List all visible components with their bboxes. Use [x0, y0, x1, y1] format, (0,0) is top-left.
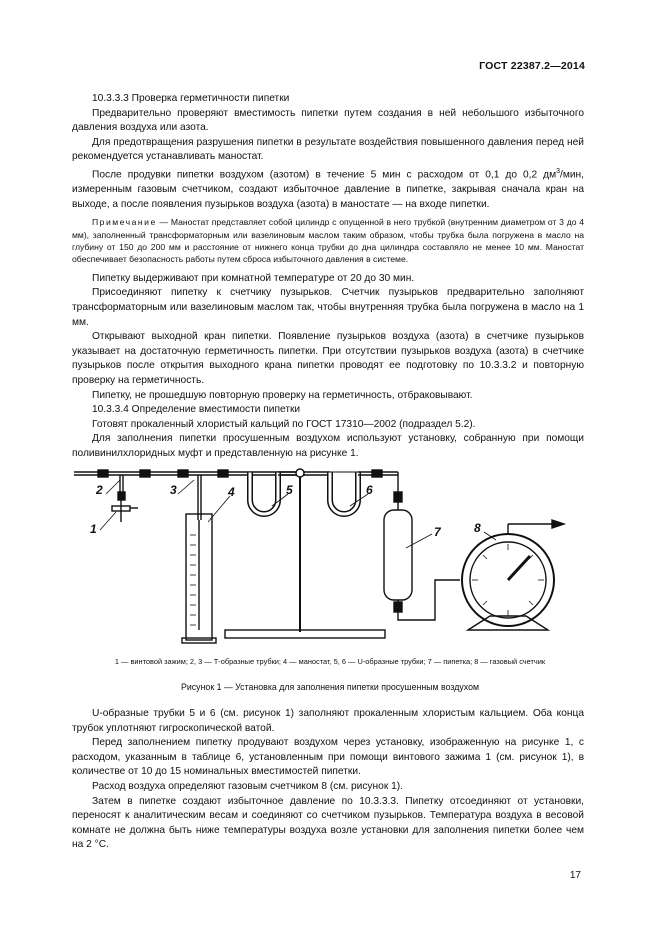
- figure-label-4: 4: [228, 485, 235, 499]
- coupling: [118, 492, 125, 500]
- u-tube-5: [250, 472, 278, 514]
- leader-line-4: [208, 496, 230, 522]
- paragraph: Предварительно проверяют вместимость пипетки путем создания в ней небольшого избыточного давления воздуха или азота.: [72, 107, 584, 134]
- paragraph: Открывают выходной кран пипетки. Появление пузырьков воздуха (азота) в счетчике пузырьков указывает на достаточную герметичность пипетки. При отсутствии пузырьков воздуха (азота) в счетчике пузырьков после открытия выходного крана пипетки проводят ее подготовку по 10.3.3.2 и повторную проверку на герметичность.: [72, 331, 584, 386]
- figure-label-6: 6: [366, 483, 373, 497]
- leader-line-3: [178, 480, 194, 494]
- body-text-top: [72, 92, 584, 461]
- paragraph: Присоединяют пипетку к счетчику пузырьков. Счетчик пузырьков предварительно заполняют трансформаторным или вазелиновым маслом так, чтобы внутренняя трубка была погружена в масло на 1 мм.: [72, 287, 584, 328]
- figure-apparatus-diagram: [60, 440, 600, 650]
- paragraph-part: После продувки пипетки воздухом (азотом) в течение 5 мин с расходом от 0,1 до 0,2 дм: [92, 169, 557, 181]
- paragraph: Расход воздуха определяют газовым счетчиком 8 (см. рисунок 1).: [92, 780, 403, 792]
- section-heading-10-3-3-4: 10.3.3.4 Определение вместимости пипетки: [92, 404, 301, 416]
- pipette-stopcock-top: [394, 492, 402, 502]
- coupling: [178, 470, 188, 477]
- leader-line-1: [100, 512, 116, 530]
- manostat-scale: [190, 535, 196, 625]
- stand-clamp: [296, 469, 304, 477]
- tube-to-gas-meter: [398, 580, 460, 620]
- paragraph: Затем в пипетке создают избыточное давление по 10.3.3.3. Пипетку отсоединяют от установки, переносят к аналитическим весам и соединяют со счетчиком пузырьков. Температура воздуха в весовой комнате не должна быть ниже температуры воздуха возле установки для заполнения пипетки более чем на 2 °С.: [72, 795, 584, 851]
- note: [72, 216, 584, 266]
- paragraph: U-образные трубки 5 и 6 (см. рисунок 1) заполняют прокаленным хлористым кальцием. Оба конца трубок уплотняют гигроскопической ватой.: [72, 708, 584, 734]
- figure-legend: 1 — винтовой зажим; 2, 3 — Т-образные трубки; 4 — маностат, 5, 6 — U-образные трубки; 7 — пипетка; 8 — газовый счетчик: [114, 657, 546, 666]
- leader-line-7: [406, 534, 432, 548]
- figure-label-5: 5: [286, 483, 293, 497]
- flow-arrow-icon: [552, 520, 564, 528]
- u-tube-6: [330, 472, 358, 514]
- paragraph: Для предотвращения разрушения пипетки в результате воздействия повышенного давления перед ней рекомендуется устанавливать маностат.: [72, 136, 584, 163]
- superscript: 3: [556, 167, 561, 175]
- figure-caption: Рисунок 1 — Установка для заполнения пипетки просушенным воздухом: [180, 682, 480, 692]
- figure-label-8: 8: [474, 521, 481, 535]
- note-label: Примечание: [92, 217, 157, 228]
- pipette-stopcock-bottom: [394, 602, 402, 612]
- coupling: [218, 470, 228, 477]
- section-heading-10-3-3-3: 10.3.3.3 Проверка герметичности пипетки: [92, 93, 290, 104]
- page-number: 17: [569, 870, 581, 881]
- paragraph: Для заполнения пипетки просушенным воздухом используют установку, собранную при помощи поливинилхлоридных муфт и представленную на рисунке 1.: [72, 433, 584, 459]
- figure-label-1: 1: [90, 522, 97, 536]
- paragraph: [72, 165, 584, 212]
- note-text: — Маностат представляет собой цилиндр с опущенной в него трубкой (внутренним диаметром от 3 до 4 мм), заполненный трансформаторным или вазелиновым маслом таким образом, чтобы трубка была погружена в масло на глубину от 150 до 200 мм и расстояние от нижнего конца трубки до дна цилиндра составляло не менее 10 мм. Маностат обеспечивает безопасность работы путем сброса избыточного давления в системе.: [72, 217, 584, 265]
- gas-meter-needle: [508, 556, 530, 580]
- coupling: [140, 470, 150, 477]
- paragraph: Перед заполнением пипетку продувают воздухом через установку, изображенную на рисунке 1, с расходом, указанным в таблице 6, установленным при помощи винтового зажима 1 (см. рисунок 1), в количестве от 10 до 15 номинальных вместимостей пипетки.: [72, 737, 584, 778]
- coupling: [98, 470, 108, 477]
- paragraph: Готовят прокаленный хлористый кальций по ГОСТ 17310—2002 (подраздел 5.2).: [92, 418, 476, 430]
- figure-label-3: 3: [170, 483, 177, 497]
- coupling: [372, 470, 382, 477]
- paragraph-part: /мин, измеренным газовым счетчиком, создают избыточное давление в пипетке, закрывая сначала кран на выходе, а после появления пузырьков воздуха (азота) в маностате — на входе пипетки.: [72, 169, 584, 210]
- document-standard-header: ГОСТ 22387.2—2014: [479, 60, 585, 72]
- paragraph: Пипетку, не прошедшую повторную проверку на герметичность, отбраковывают.: [92, 389, 473, 401]
- figure-label-7: 7: [434, 525, 441, 539]
- pipette-7: [384, 510, 412, 600]
- stand-base: [225, 630, 385, 638]
- figure-label-2: 2: [96, 483, 103, 497]
- body-text-bottom: [72, 707, 584, 853]
- paragraph: Пипетку выдерживают при комнатной температуре от 20 до 30 мин.: [92, 272, 415, 284]
